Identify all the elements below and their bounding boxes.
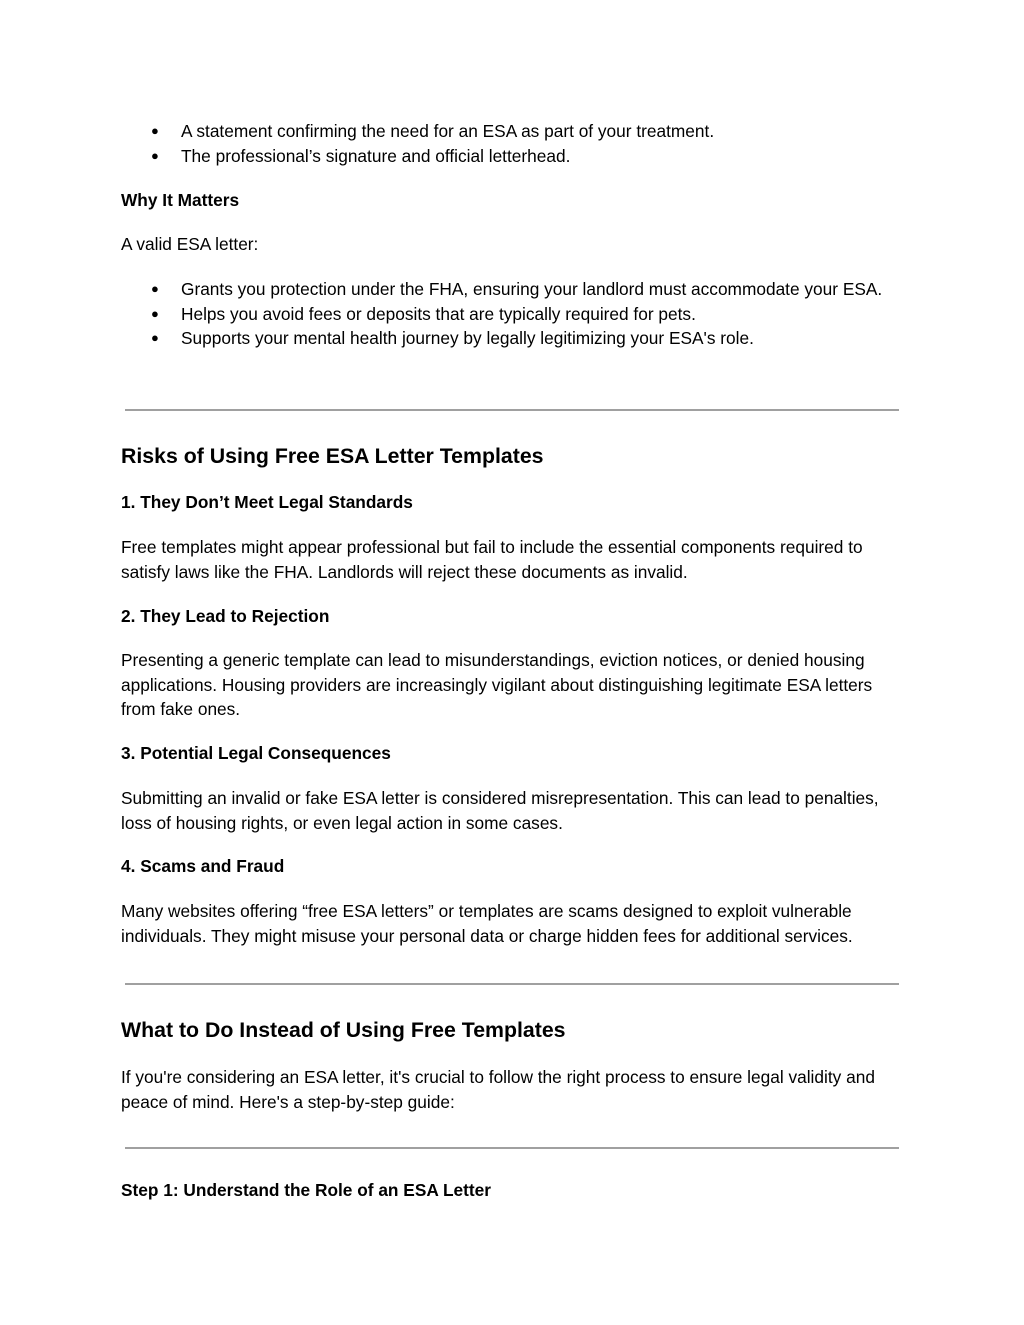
list-item [121, 144, 911, 169]
why-intro-text: A valid ESA letter: [121, 234, 259, 254]
why-it-matters-heading: Why It Matters [121, 190, 240, 210]
step-1-heading: Step 1: Understand the Role of an ESA Letter [121, 1180, 491, 1200]
risk-text: Many websites offering “free ESA letters” or templates are scams designed to exploit vulnerable individuals. They might misuse your personal data or charge hidden fees for additional services. [121, 901, 853, 946]
letter-requirements-list [121, 119, 911, 168]
instead-heading: What to Do Instead of Using Free Templates [121, 1018, 566, 1042]
risk-text: Free templates might appear professional but fail to include the essential components required to satisfy laws like the FHA. Landlords will reject these documents as invalid. [121, 537, 863, 582]
list-item [121, 277, 911, 302]
list-item-text: Grants you protection under the FHA, ensuring your landlord must accommodate your ESA. [181, 279, 883, 299]
risk-title: 1. They Don’t Meet Legal Standards [121, 492, 413, 512]
bullet-icon: ● [151, 305, 159, 321]
section-divider [125, 1147, 899, 1149]
why-benefits-list [121, 277, 911, 351]
risk-text: Submitting an invalid or fake ESA letter is considered misrepresentation. This can lead to penalties, loss of housing rights, or even legal action in some cases. [121, 788, 879, 833]
risk-title: 2. They Lead to Rejection [121, 606, 330, 626]
list-item [121, 326, 911, 351]
list-item [121, 119, 911, 144]
risk-text: Presenting a generic template can lead to misunderstandings, eviction notices, or denied housing applications. Housing providers are increasingly vigilant about distinguishing legitimate ESA letters from fake ones. [121, 650, 873, 719]
bullet-icon: ● [151, 147, 159, 163]
risks-heading: Risks of Using Free ESA Letter Templates [121, 444, 544, 468]
instead-text: If you're considering an ESA letter, it's crucial to follow the right process to ensure legal validity and peace of mind. Here's a step-by-step guide: [121, 1067, 875, 1112]
risk-title: 3. Potential Legal Consequences [121, 743, 391, 763]
risk-title: 4. Scams and Fraud [121, 856, 285, 876]
list-item [121, 302, 911, 327]
list-item-text: Supports your mental health journey by legally legitimizing your ESA's role. [181, 328, 754, 348]
bullet-icon: ● [151, 123, 159, 138]
list-item-text: The professional’s signature and official letterhead. [181, 145, 571, 166]
list-item-text: A statement confirming the need for an ESA as part of your treatment. [181, 121, 715, 141]
section-divider [125, 409, 899, 411]
list-item-text: Helps you avoid fees or deposits that are typically required for pets. [181, 303, 696, 324]
section-divider [125, 983, 899, 985]
bullet-icon: ● [151, 281, 159, 296]
bullet-icon: ● [151, 330, 159, 345]
